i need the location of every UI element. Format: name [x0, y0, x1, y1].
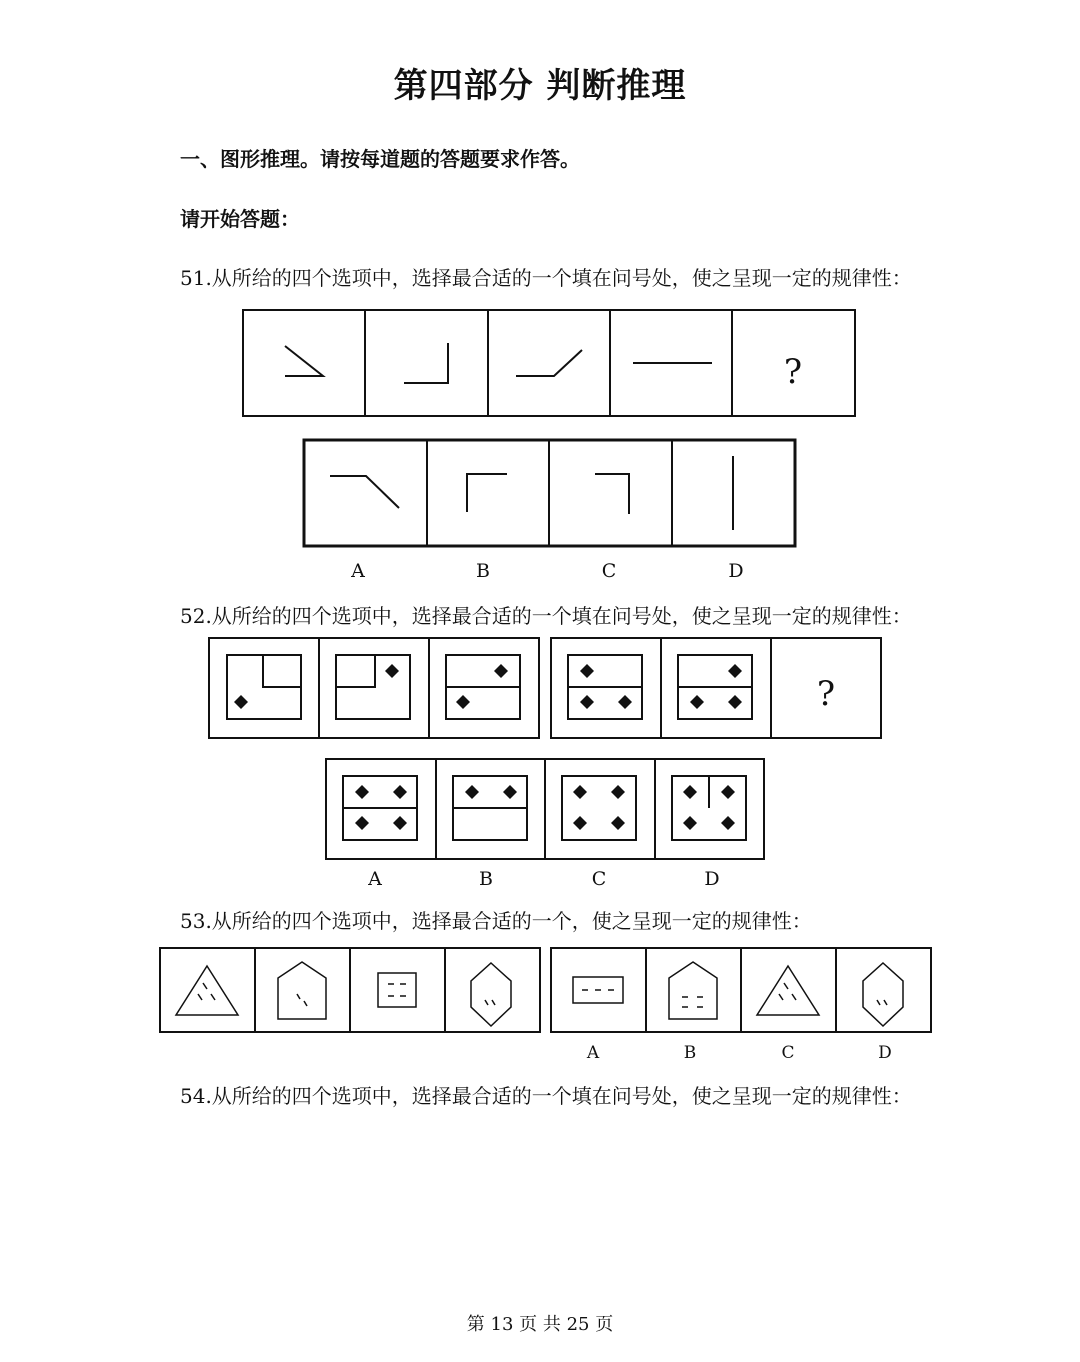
q52-option-d-label[interactable]: D	[704, 868, 720, 890]
q53-option-c-label[interactable]: C	[781, 1043, 795, 1063]
page-footer: 第 13 页 共 25 页	[466, 1314, 614, 1335]
q51-option-a-label[interactable]: A	[351, 560, 365, 582]
q51-option-b-label[interactable]: B	[476, 560, 490, 582]
q52-option-a-label[interactable]: A	[368, 868, 382, 890]
q51-option-c-label[interactable]: C	[601, 560, 617, 582]
question-53-text: 53.从所给的四个选项中，选择最合适的一个，使之呈现一定的规律性：	[180, 909, 812, 933]
question-54-text: 54.从所给的四个选项中，选择最合适的一个填在问号处，使之呈现一定的规律性：	[180, 1084, 912, 1108]
q51-option-d-label[interactable]: D	[728, 560, 744, 582]
q52-option-b-label[interactable]: B	[479, 868, 493, 890]
page-title: 第四部分 判断推理	[393, 66, 687, 106]
q53-option-a-label[interactable]: A	[586, 1043, 600, 1063]
q52-option-c-label[interactable]: C	[591, 868, 607, 890]
question-52-text: 52.从所给的四个选项中，选择最合适的一个填在问号处，使之呈现一定的规律性：	[180, 604, 912, 628]
q53-option-d-label[interactable]: D	[878, 1043, 892, 1063]
start-prompt: 请开始答题：	[180, 207, 300, 231]
q51-question-mark: ?	[783, 352, 803, 392]
section-heading: 一、图形推理。请按每道题的答题要求作答。	[180, 147, 580, 171]
question-51-text: 51.从所给的四个选项中，选择最合适的一个填在问号处，使之呈现一定的规律性：	[180, 266, 912, 290]
q52-question-mark: ?	[816, 674, 836, 714]
q53-option-b-label[interactable]: B	[683, 1043, 697, 1063]
